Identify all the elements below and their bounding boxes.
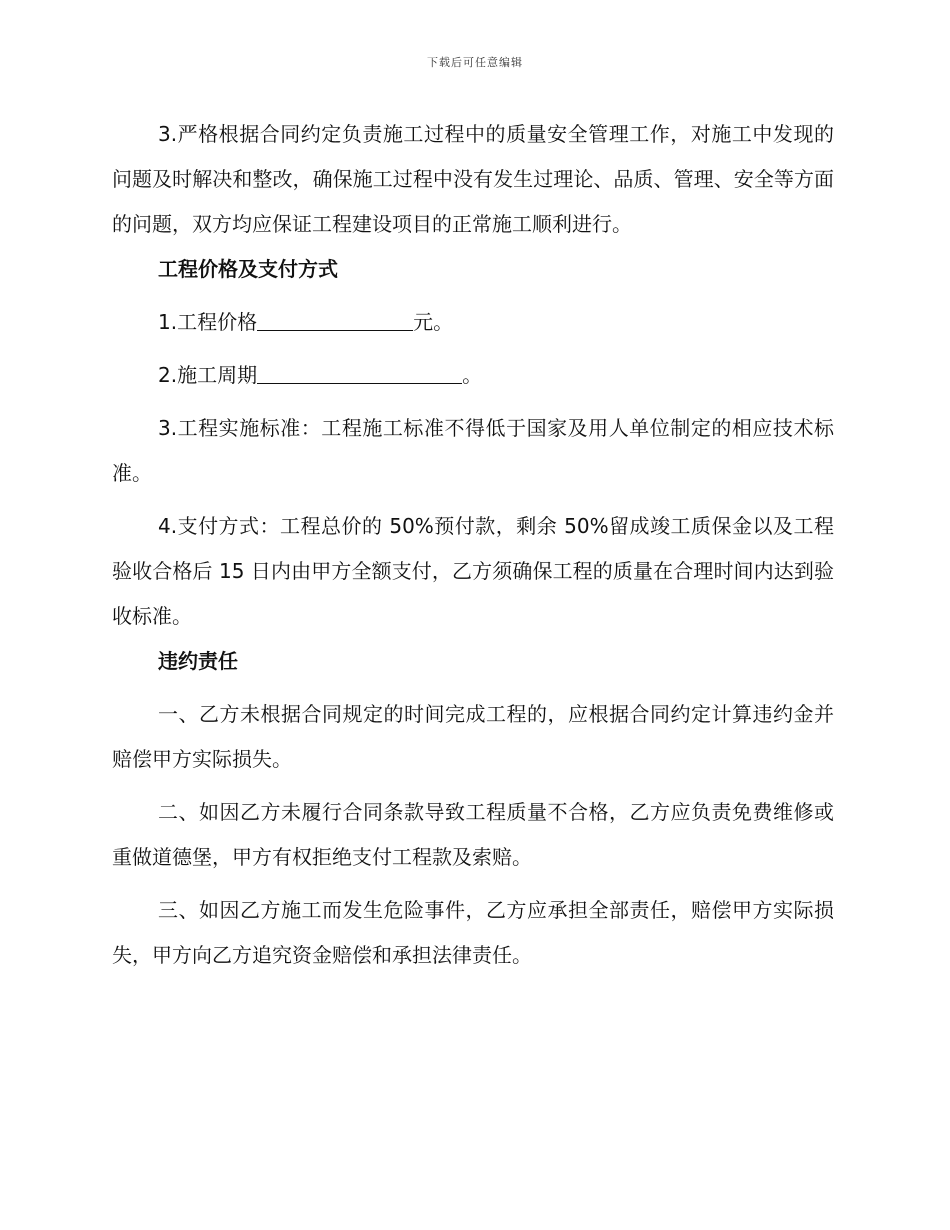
clause-liability-quality: 二、如因乙方未履行合同条款导致工程质量不合格，乙方应负责免费维修或重做道德堡，甲方有权拒绝支付工程款及索赔。 <box>112 800 834 869</box>
page-header-note: 下载后可任意编辑 <box>427 56 523 69</box>
clause-payment-method: 4.支付方式：工程总价的 50%预付款，剩余 50%留成竣工质保金以及工程验收合格后 15 日内由甲方全额支付，乙方须确保工程的质量在合理时间内达到验收标准。 <box>112 514 834 628</box>
construction-period-end: 。 <box>462 363 483 387</box>
project-price-label: 1.工程价格 <box>158 310 258 334</box>
document-body <box>112 112 834 978</box>
construction-period-label: 2.施工周期 <box>158 363 258 387</box>
construction-period-blank <box>257 363 462 384</box>
clause-liability-danger: 三、如因乙方施工而发生危险事件，乙方应承担全部责任，赔偿甲方实际损失，甲方向乙方追究资金赔偿和承担法律责任。 <box>112 898 834 967</box>
clause-project-price <box>112 300 834 345</box>
section-heading-price-payment: 工程价格及支付方式 <box>158 257 338 281</box>
project-price-unit: 元。 <box>413 310 454 334</box>
clause-construction-period <box>112 353 834 398</box>
clause-implementation-standard: 3.工程实施标准：工程施工标准不得低于国家及用人单位制定的相应技术标准。 <box>112 416 834 485</box>
project-price-blank <box>257 310 413 331</box>
clause-liability-delay: 一、乙方未根据合同规定的时间完成工程的，应根据合同约定计算违约金并赔偿甲方实际损失。 <box>112 702 834 771</box>
clause-quality-management: 3.严格根据合同约定负责施工过程中的质量安全管理工作，对施工中发现的问题及时解决和整改，确保施工过程中没有发生过理论、品质、管理、安全等方面的问题，双方均应保证工程建设项目的正常施工顺利进行。 <box>112 122 834 236</box>
section-heading-liability: 违约责任 <box>158 649 238 673</box>
